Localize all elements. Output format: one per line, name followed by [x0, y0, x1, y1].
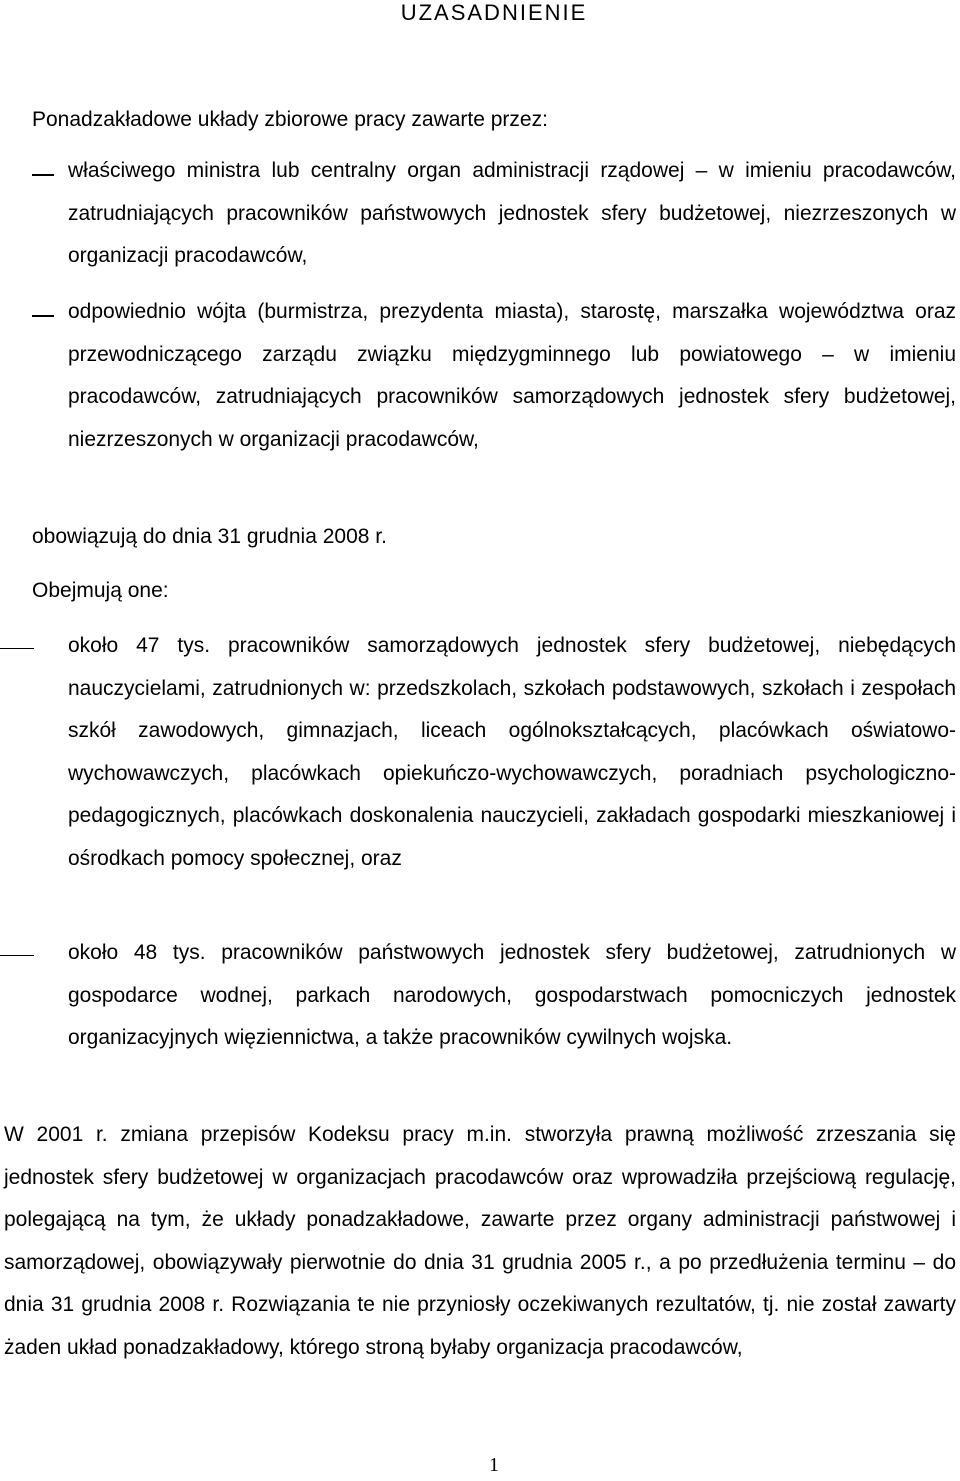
party-text: odpowiednio wójta (burmistrza, prezydenta miasta), starostę, marszałka województwa oraz przewodniczącego zarządu związku międzygminnego lub powiatowego – w imieniu pracodawców, zatrudniających pracowników samorządowych jednostek sfery budżetowej, niezrzeszonych w organizacji pracodawców,	[68, 300, 956, 451]
page-number: 1	[489, 1454, 499, 1476]
scope-text: około 48 tys. pracowników państwowych jednostek sfery budżetowej, zatrudnionych w gospodarce wodnej, parkach narodowych, gospodarstwach pomocniczych jednostek organizacyjnych więziennictwa, a także pracowników cywilnych wojska.	[68, 941, 956, 1049]
list-dash	[0, 648, 34, 649]
document-heading: UZASADNIENIE	[400, 0, 588, 25]
history-paragraph: W 2001 r. zmiana przepisów Kodeksu pracy m.in. stworzyła prawną możliwość zrzeszania się jednostek sfery budżetowej w organizacjach pracodawców oraz wprowadziła przejściową regulację, polegającą na tym, że układy ponadzakładowe, zawarte przez organy administracji państwowej i samorządowej, obowiązywały pierwotnie do dnia 31 grudnia 2005 r., a po przedłużenia terminu – do dnia 31 grudnia 2008 r. Rozwiązania te nie przyniosły oczekiwanych rezultatów, tj. nie został zawarty żaden układ ponadzakładowy, którego stroną byłaby organizacja pracodawców,	[4, 1123, 956, 1359]
validity-paragraph: obowiązują do dnia 31 grudnia 2008 r.	[32, 525, 387, 548]
list-dash	[32, 315, 54, 317]
intro-paragraph: Ponadzakładowe układy zbiorowe pracy zawarte przez:	[32, 108, 548, 131]
list-dash	[32, 174, 54, 176]
scope-text: około 47 tys. pracowników samorządowych jednostek sfery budżetowej, niebędących nauczycielami, zatrudnionych w: przedszkolach, szkołach podstawowych, szkołach i zespołach szkół zawodowych, gimnazjach, liceach ogólnokształcących, placówkach oświatowo-wychowawczych, placówkach opiekuńczo-wychowawczych, poradniach psychologiczno-pedagogicznych, placówkach doskonalenia nauczycieli, zakładach gospodarki mieszkaniowej i ośrodkach pomocy społecznej, oraz	[68, 634, 956, 870]
list-dash	[0, 955, 34, 956]
scope-intro: Obejmują one:	[32, 579, 169, 602]
party-text: właściwego ministra lub centralny organ administracji rządowej – w imieniu pracodawców, zatrudniających pracowników państwowych jednostek sfery budżetowej, niezrzeszonych w organizacji pracodawców,	[68, 159, 956, 267]
